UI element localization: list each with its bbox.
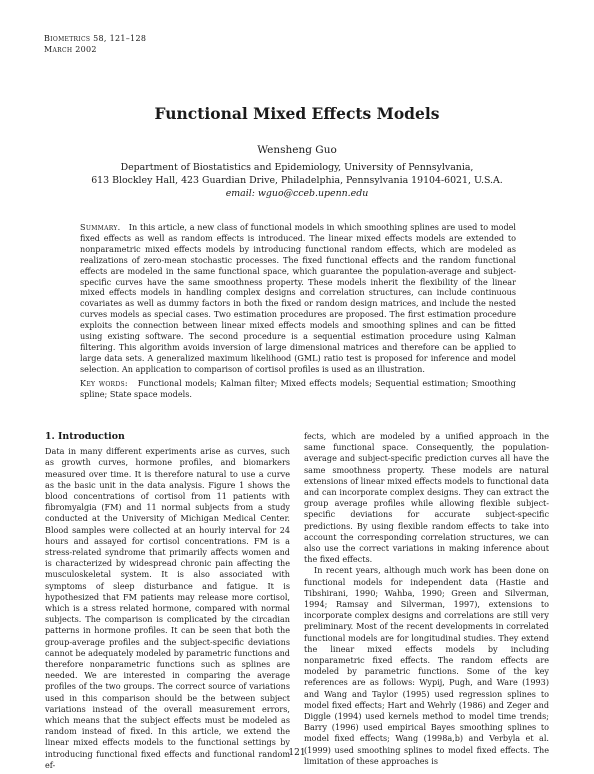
abstract-label: Summary.: [80, 222, 121, 232]
affiliation-line-1: Department of Biostatistics and Epidemiology, University of Pennsylvania,: [120, 162, 474, 173]
intro-paragraph-2: In recent years, although much work has been done on functional models for independent data (Hastie and Tibshirani, 1990; Wahba, 1990; Green and Silverman, 1994; Ramsay and Silverman, 1997), extensions to incorporate complex designs and correlations are still very preliminary. Most of the recent developments in correlated functional models are for longitudinal studies. They extend the linear mixed effects models by including nonparametric fixed effects. The random effects are modeled by parametric functions. Some of the key references are as follows: Wypij, Pugh, and Ware (1993) and Wang and Taylor (1995) used regression splines to model fixed effects; Hart and Wehrly (1986) and Zeger and Diggle (1994) used kernels method to model time trends; Barry (1996) used empirical Bayes smoothing splines to model fixed effects; Wang (1998a,b) and Verbyla et al. (1999) used smoothing splines to model fixed effects. The limitation of these approaches is: [304, 565, 549, 766]
affiliation: [0, 161, 594, 200]
author-name: Wensheng Guo: [257, 144, 337, 156]
keywords: [80, 378, 516, 400]
keywords-label: Key words:: [80, 377, 128, 388]
affiliation-line-2: 613 Blockley Hall, 423 Guardian Drive, Philadelphia, Pennsylvania 19104-6021, U.S.A.: [91, 175, 503, 186]
section-heading: 1. Introduction: [45, 431, 125, 442]
keywords-text: Functional models; Kalman filter; Mixed effects models; Sequential estimation; Smoothing spline; State space models.: [80, 377, 516, 399]
abstract-body: [80, 222, 516, 375]
abstract: [80, 222, 516, 400]
intro-paragraph-1-continued: fects, which are modeled by a unified approach in the same functional space. Consequently, the population-average and subject-specific prediction curves all have the same smoothness property. These models are natural extensions of linear mixed effects models to functional data and can incorporate complex designs. They can extract the group average profiles while allowing flexible subject-specific deviations for accurate subject-specific predictions. By using flexible random effects to take into account the corresponding correlation structures, we can also use the correct variations in making inference about the fixed effects.: [304, 431, 549, 565]
journal-header: [44, 33, 146, 55]
page-number: 121: [288, 748, 306, 758]
left-column: [45, 431, 290, 771]
right-column: [304, 431, 549, 767]
paper-title: Functional Mixed Effects Models: [154, 104, 440, 123]
journal-volume: Biometrics 58, 121–128: [44, 34, 147, 43]
author-email: email: wguo@cceb.upenn.edu: [225, 188, 369, 199]
journal-date: March 2002: [44, 45, 97, 54]
abstract-text: In this article, a new class of functional models in which smoothing splines are used to model fixed effects as well as random effects is introduced. The linear mixed effects models are extended to nonparametric mixed effects models by introducing functional random effects, which are modeled as realizations of zero-mean stochastic processes. The fixed functional effects and the random functional effects are modeled in the same functional space, which guarantee the population-average and subject-specific curves have the same smoothness property. These models inherit the flexibility of the linear mixed effects models in handling complex designs and correlation structures, can include continuous covariates as well as dummy factors in both the fixed or random design matrices, and include the nested curves models as special cases. Two estimation procedures are proposed. The first estimation procedure exploits the connection between linear mixed effects models and smoothing splines and can be fitted using existing software. The second procedure is a sequential estimation procedure using Kalman filtering. This algorithm avoids inversion of large dimensional matrices and therefore can be applied to large data sets. A generalized maximum likelihood (GML) ratio test is proposed for inference and model selection. An application to comparison of cortisol profiles is used as an illustration.: [80, 222, 516, 374]
intro-paragraph-1: Data in many different experiments arise as curves, such as growth curves, hormone profiles, and biomarkers measured over time. It is therefore natural to use a curve as the basic unit in the data analysis. Figure 1 shows the blood concentrations of cortisol from 11 patients with fibromyalgia (FM) and 11 normal subjects from a study conducted at the University of Michigan Medical Center. Blood samples were collected at an hourly interval for 24 hours and assayed for cortisol concentrations. FM is a stress-related syndrome that primarily affects women and is characterized by widespread chronic pain affecting the musculoskeletal system. It is also associated with symptoms of sleep disturbance and fatigue. It is hypothesized that FM patients may release more cortisol, which is a stress related hormone, compared with normal subjects. The comparison is complicated by the circadian patterns in hormone profiles. It can be seen that both the group-average profiles and the subject-specific deviations cannot be adequately modeled by parametric functions and therefore nonparametric functions such as splines are needed. We are interested in comparing the average profiles of the two groups. The correct source of variations used in this comparison should be the between subject variations instead of the overall measurement errors, which means that the subject effects must be modeled as random instead of fixed. In this article, we extend the linear mixed effects models to the functional settings by introducing functional fixed effects and functional random ef-: [45, 446, 290, 770]
